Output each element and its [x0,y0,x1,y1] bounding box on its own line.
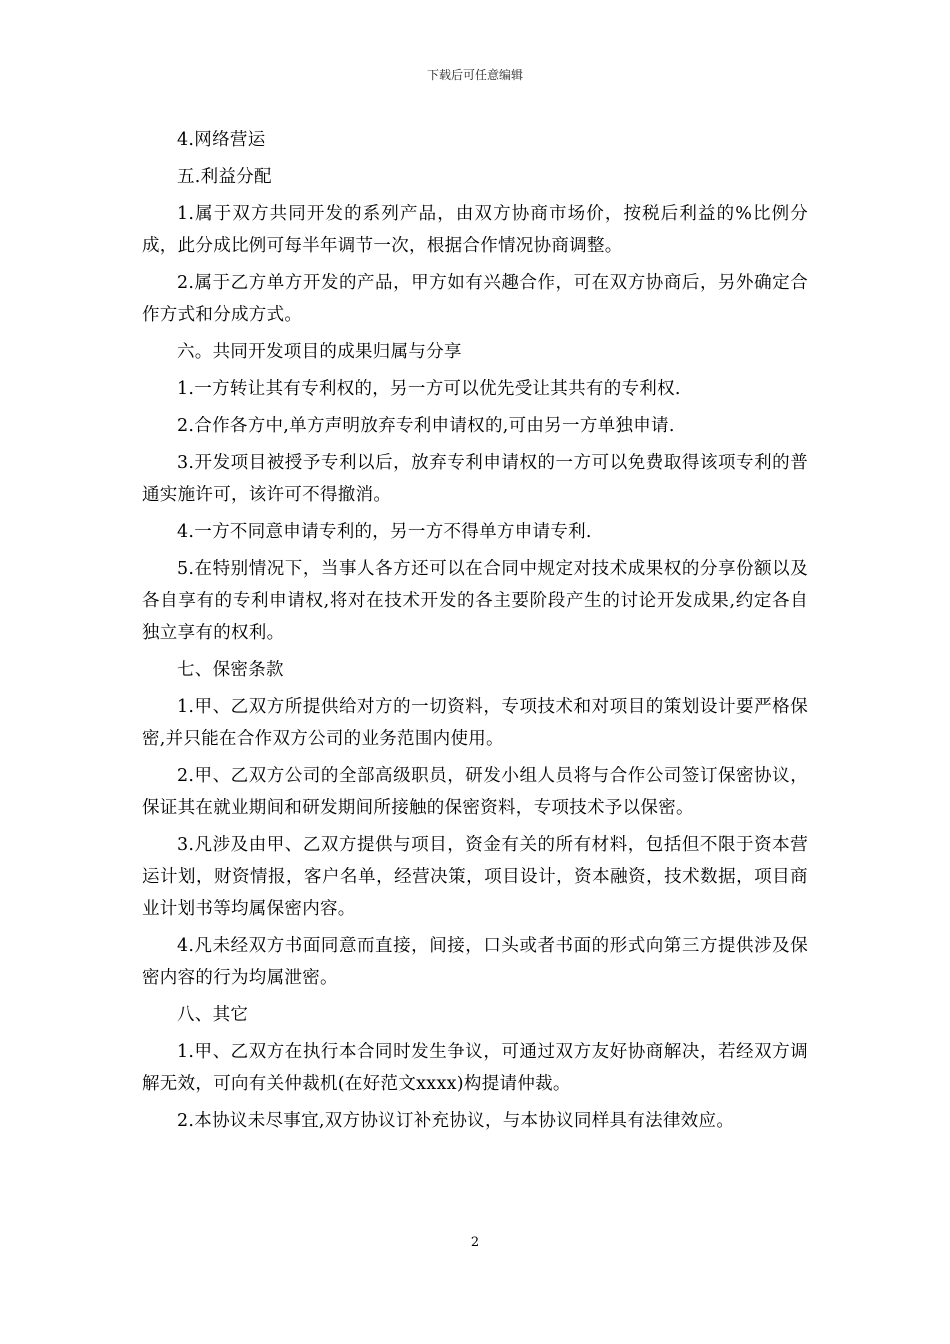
paragraph: 1.一方转让其有专利权的，另一方可以优先受让其共有的专利权. [177,379,681,399]
paragraph: 2.属于乙方单方开发的产品，甲方如有兴趣合作，可在双方协商后，另外确定合作方式和分成方式。 [142,273,808,325]
paragraph: 1.甲、乙双方所提供给对方的一切资料，专项技术和对项目的策划设计要严格保密,并只能在合作双方公司的业务范围内使用。 [142,697,808,749]
page-number: 2 [470,1235,480,1250]
section-heading: 七、保密条款 [177,660,284,680]
paragraph: 3.开发项目被授予专利以后，放弃专利申请权的一方可以免费取得该项专利的普通实施许可，该许可不得撤消。 [142,453,808,505]
document-body [142,124,808,1142]
page-header: 下载后可任意编辑 [426,68,523,82]
paragraph: 2.合作各方中,单方声明放弃专利申请权的,可由另一方单独申请. [177,416,675,436]
paragraph: 3.凡涉及由甲、乙双方提供与项目，资金有关的所有材料，包括但不限于资本营运计划，财资情报，客户名单，经营决策，项目设计，资本融资，技术数据，项目商业计划书等均属保密内容。 [142,835,808,919]
section-heading: 六。共同开发项目的成果归属与分享 [177,342,462,362]
section-heading: 八、其它 [177,1005,249,1025]
paragraph: 5.在特别情况下，当事人各方还可以在合同中规定对技术成果权的分享份额以及各自享有的专利申请权,将对在技术开发的各主要阶段产生的讨论开发成果,约定各自独立享有的权利。 [142,559,808,643]
paragraph: 2.本协议未尽事宜,双方协议订补充协议，与本协议同样具有法律效应。 [177,1111,735,1131]
paragraph: 4.一方不同意申请专利的，另一方不得单方申请专利. [177,522,592,542]
paragraph: 2.甲、乙双方公司的全部高级职员，研发小组人员将与合作公司签订保密协议，保证其在就业期间和研发期间所接触的保密资料，专项技术予以保密。 [142,766,808,818]
section-heading: 五.利益分配 [177,167,272,187]
paragraph: 4.网络营运 [177,130,266,150]
paragraph: 1.甲、乙双方在执行本合同时发生争议，可通过双方友好协商解决，若经双方调解无效，可向有关仲裁机(在好范文xxxx)构提请仲裁。 [142,1042,808,1094]
paragraph: 4.凡未经双方书面同意而直接，间接，口头或者书面的形式向第三方提供涉及保密内容的行为均属泄密。 [142,936,808,988]
paragraph: 1.属于双方共同开发的系列产品，由双方协商市场价，按税后利益的%比例分成，此分成比例可每半年调节一次，根据合作情况协商调整。 [142,204,808,256]
